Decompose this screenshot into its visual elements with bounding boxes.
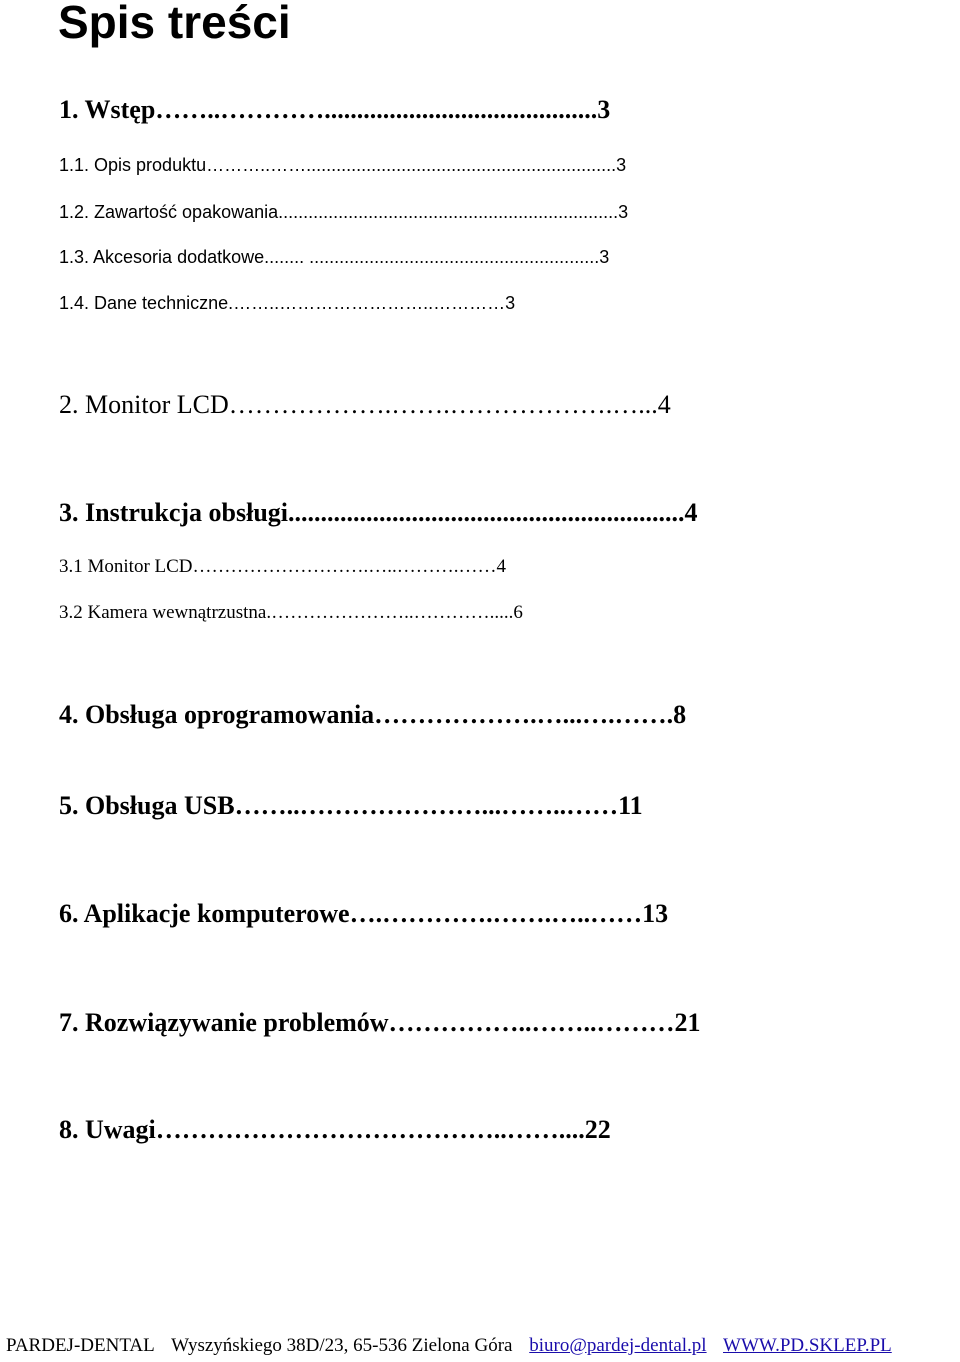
toc-entry-4-obsluga-oprogramowania[interactable]: 4. Obsługa oprogramowania……………….…...….…….8 bbox=[59, 700, 687, 729]
toc-entry-3-instrukcja-obslugi[interactable]: 3. Instrukcja obsługi.............................................................4 bbox=[59, 498, 698, 527]
toc-entry-1-1-opis-produktu[interactable]: 1.1. Opis produktu………..……..............................................................3 bbox=[59, 155, 627, 175]
toc-entry-1-wstep[interactable]: 1. Wstęp……..…………..........................................3 bbox=[59, 95, 611, 124]
footer-company: PARDEJ-DENTAL bbox=[6, 1335, 155, 1356]
toc-entry-1-3-akcesoria-dodatkowe[interactable]: 1.3. Akcesoria dodatkowe........ ..........................................................3 bbox=[59, 247, 610, 267]
page-title: Spis treści bbox=[58, 0, 291, 48]
toc-entry-2-monitor-lcd[interactable]: 2. Monitor LCD……………….…….……………….…...4 bbox=[59, 390, 671, 419]
toc-entry-8-uwagi[interactable]: 8. Uwagi…………………………………..……....22 bbox=[59, 1115, 611, 1144]
toc-entry-6-aplikacje-komputerowe[interactable]: 6. Aplikacje komputerowe….………….…….…..……13 bbox=[59, 899, 669, 928]
toc-entry-3-1-monitor-lcd[interactable]: 3.1 Monitor LCD……………………….…..……….……4 bbox=[59, 556, 507, 577]
toc-entry-1-4-dane-techniczne[interactable]: 1.4. Dane techniczne.……..……………………..…………3 bbox=[59, 293, 516, 313]
footer-email-link[interactable]: biuro@pardej-dental.pl bbox=[529, 1335, 707, 1356]
toc-entry-7-rozwiazywanie-problemow[interactable]: 7. Rozwiązywanie problemów……………..……..………21 bbox=[59, 1008, 701, 1037]
toc-entry-3-2-kamera-wewnatrzustna[interactable]: 3.2 Kamera wewnątrzustna.…………………..………….....6 bbox=[59, 602, 523, 623]
toc-entry-1-2-zawartosc-opakowania[interactable]: 1.2. Zawartość opakowania....................................................................3 bbox=[59, 202, 629, 222]
footer-website-link[interactable]: WWW.PD.SKLEP.PL bbox=[723, 1335, 892, 1356]
footer-address: Wyszyńskiego 38D/23, 65-536 Zielona Góra bbox=[171, 1335, 513, 1356]
page-footer bbox=[6, 1335, 892, 1357]
toc-entry-5-obsluga-usb[interactable]: 5. Obsługa USB……..…………………...……..……11 bbox=[59, 791, 643, 820]
